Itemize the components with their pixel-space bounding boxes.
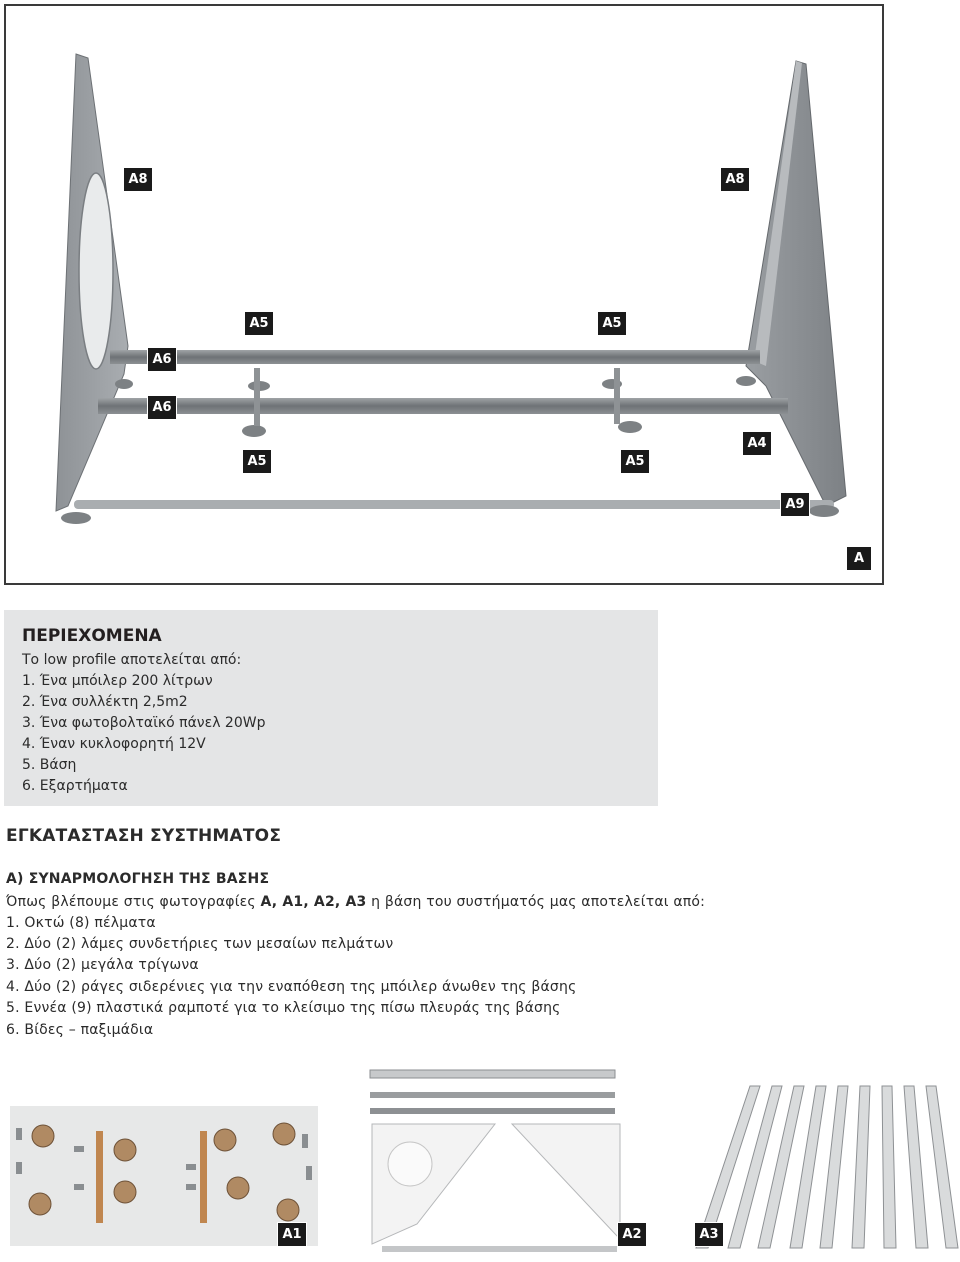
assembly-item: 2. Δύο (2) λάμες συνδετήριες των μεσαίων πελμάτων <box>6 936 394 952</box>
assembly-item: 6. Βίδες – παξιμάδια <box>6 1022 154 1038</box>
assembly-intro-suffix: η βάση του συστήματός μας αποτελείται από: <box>366 894 706 910</box>
base-assembly-photo <box>4 4 884 585</box>
assembly-item: 4. Δύο (2) ράγες σιδερένιες για την εναπόθεση της μπόιλερ άνωθεν της βάσης <box>6 979 577 995</box>
label-a5-top-left: A5 <box>244 311 274 336</box>
contents-box <box>4 610 658 806</box>
label-a1: A1 <box>277 1222 307 1247</box>
base-frame-illustration <box>6 6 882 583</box>
photo-a2-rails-triangles <box>362 1064 622 1258</box>
assembly-intro-prefix: Όπως βλέπουμε στις φωτογραφίες <box>6 894 261 910</box>
label-a5-bottom-left: A5 <box>242 449 272 474</box>
photo-a1-feet <box>10 1106 318 1246</box>
assembly-item: 3. Δύο (2) μεγάλα τρίγωνα <box>6 957 199 973</box>
label-a4: A4 <box>742 431 772 456</box>
assembly-intro <box>6 894 705 910</box>
label-a5-bottom-right: A5 <box>620 449 650 474</box>
contents-item: 3. Ένα φωτοβολταϊκό πάνελ 20Wp <box>22 715 266 731</box>
assembly-subtitle: Α) ΣΥΝΑΡΜΟΛΟΓΗΣΗ ΤΗΣ ΒΑΣΗΣ <box>6 871 270 887</box>
contents-title: ΠΕΡΙΕΧΟΜΕΝΑ <box>22 626 162 646</box>
label-a6-top: A6 <box>147 347 177 372</box>
label-a5-top-right: A5 <box>597 311 627 336</box>
label-a8-left: A8 <box>123 167 153 192</box>
installation-title: ΕΓΚΑΤΑΣΤΑΣΗ ΣΥΣΤΗΜΑΤΟΣ <box>6 826 282 846</box>
label-a8-right: A8 <box>720 167 750 192</box>
assembly-intro-refs: A, A1, A2, A3 <box>260 894 367 910</box>
rails-triangles-illustration <box>362 1064 622 1258</box>
plastic-covers-illustration <box>690 1082 960 1252</box>
assembly-item: 5. Εννέα (9) πλαστικά ραμποτέ για το κλείσιμο της πίσω πλευράς της βάσης <box>6 1000 561 1016</box>
label-a: A <box>846 546 872 571</box>
contents-item: 5. Βάση <box>22 757 77 773</box>
contents-item: 4. Έναν κυκλοφορητή 12V <box>22 736 206 752</box>
assembly-item: 1. Οκτώ (8) πέλματα <box>6 915 156 931</box>
contents-item: 6. Εξαρτήματα <box>22 778 128 794</box>
contents-item: 2. Ένα συλλέκτη 2,5m2 <box>22 694 188 710</box>
label-a2: A2 <box>617 1222 647 1247</box>
contents-intro: Το low profile αποτελείται από: <box>22 652 242 668</box>
label-a3: A3 <box>694 1222 724 1247</box>
feet-illustration <box>10 1106 318 1246</box>
label-a6-bottom: A6 <box>147 395 177 420</box>
label-a9: A9 <box>780 492 810 517</box>
contents-item: 1. Ένα μπόιλερ 200 λίτρων <box>22 673 213 689</box>
photo-a3-plastic-covers <box>690 1082 960 1252</box>
